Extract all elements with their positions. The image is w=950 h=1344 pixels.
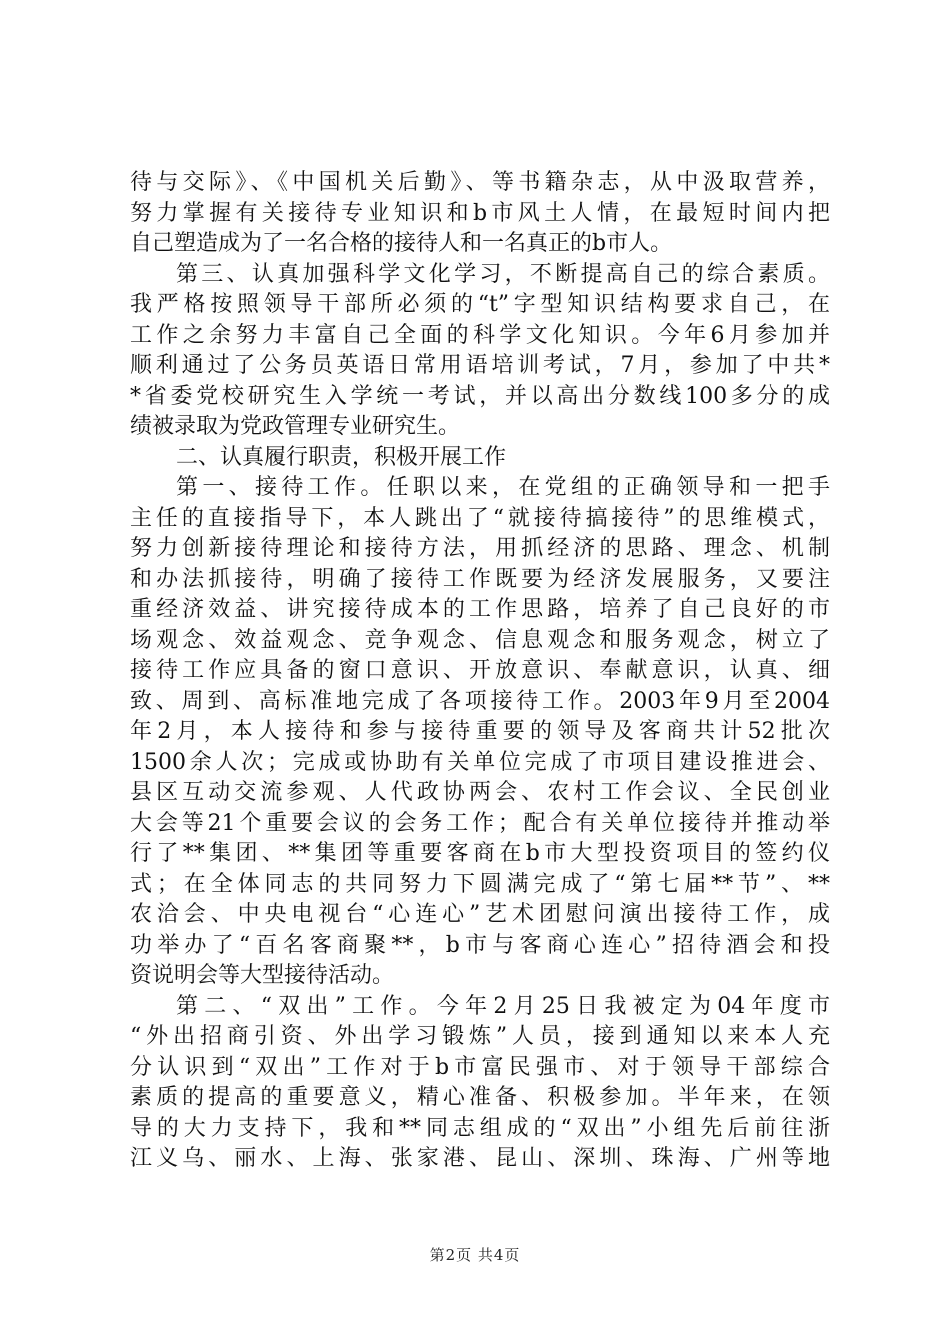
text-line: 绩被录取为党政管理专业研究生。 [130,414,461,439]
text-line: 第一、接待工作。任职以来，在党组的正确领导和一把手 [176,475,830,500]
text-line: 接待工作应具备的窗口意识、开放意识、奉献意识，认真、细 [130,658,830,683]
text-line: 重经济效益、讲究接待成本的工作思路，培养了自己良好的市 [130,597,830,622]
text-line: 年2月，本人接待和参与接待重要的领导及客商共计52批次 [130,719,830,744]
text-line: 待与交际》、《中国机关后勤》、等书籍杂志，从中汲取营养， [130,170,830,195]
text-line: 分认识到“双出”工作对于b市富民强市、对于领导干部综合 [130,1054,830,1080]
text-line: 行了**集团、**集团等重要客商在b市大型投资项目的签约仪 [130,841,830,866]
text-line: 努力掌握有关接待专业知识和b市风土人情，在最短时间内把 [130,200,830,226]
text-line: 大会等21个重要会议的会务工作；配合有关单位接待并推动举 [130,810,830,836]
text-line: “外出招商引资、外出学习锻炼”人员，接到通知以来本人充 [130,1024,830,1049]
text-line: 顺利通过了公务员英语日常用语培训考试，7月，参加了中共* [130,353,830,378]
text-line: 工作之余努力丰富自己全面的科学文化知识。今年6月参加并 [130,322,830,348]
text-line: 第二、“双出”工作。今年2月25日我被定为04年度市 [176,993,830,1019]
text-line: 第三、认真加强科学文化学习，不断提高自己的综合素质。 [176,261,830,287]
text-line: 致、周到、高标准地完成了各项接待工作。2003年9月至2004 [130,688,830,714]
text-line: 功举办了“百名客商聚**，b市与客商心连心”招待酒会和投 [130,932,830,958]
text-line: 素质的提高的重要意义，精心准备、积极参加。半年来，在领 [130,1085,830,1110]
text-line: 场观念、效益观念、竞争观念、信息观念和服务观念，树立了 [130,627,830,653]
text-line: 主任的直接指导下，本人跳出了“就接待搞接待”的思维模式， [130,505,830,531]
text-line: 我严格按照领导干部所必须的“t”字型知识结构要求自己，在 [130,292,830,317]
text-line: 和办法抓接待，明确了接待工作既要为经济发展服务，又要注 [130,566,830,592]
text-line: 1500余人次；完成或协助有关单位完成了市项目建设推进会、 [130,749,830,775]
text-line: *省委党校研究生入学统一考试，并以高出分数线100多分的成 [130,383,830,409]
text-line: 二、认真履行职责，积极开展工作 [176,444,507,470]
text-line: 资说明会等大型接待活动。 [130,963,395,988]
text-line: 农洽会、中央电视台“心连心”艺术团慰问演出接待工作，成 [130,902,830,927]
text-line: 导的大力支持下，我和**同志组成的“双出”小组先后前往浙 [130,1115,830,1141]
document-body [130,168,830,1175]
text-line: 自己塑造成为了一名合格的接待人和一名真正的b市人。 [130,231,673,256]
text-line: 江义乌、丽水、上海、张家港、昆山、深圳、珠海、广州等地 [130,1146,830,1171]
text-line: 县区互动交流参观、人代政协两会、农村工作会议、全民创业 [130,780,830,805]
text-line: 努力创新接待理论和接待方法，用抓经济的思路、理念、机制 [130,536,830,561]
text-line: 式；在全体同志的共同努力下圆满完成了“第七届**节”、** [130,871,830,897]
page-footer: 第2页 共4页 [429,1246,521,1264]
